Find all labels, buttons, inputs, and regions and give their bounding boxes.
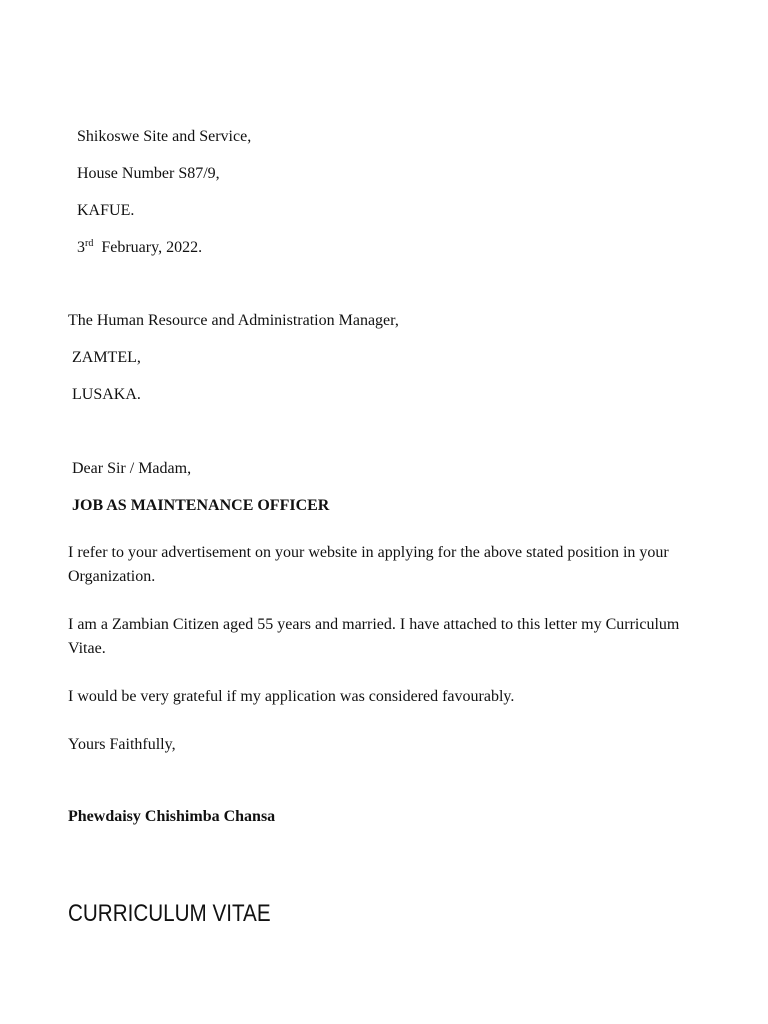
body-paragraph-2: I am a Zambian Citizen aged 55 years and married. I have attached to this letter my Curriculum Vitae.	[68, 616, 680, 657]
signature-name: Phewdaisy Chishimba Chansa	[68, 808, 276, 825]
recipient-city: LUSAKA.	[72, 386, 141, 403]
date-suffix: rd	[85, 238, 94, 249]
letter-date	[77, 238, 202, 258]
sender-address-line-3: KAFUE.	[77, 202, 135, 219]
recipient-title: The Human Resource and Administration Manager,	[68, 312, 399, 329]
sender-address-line-2: House Number S87/9,	[77, 165, 220, 182]
body-paragraph-1: I refer to your advertisement on your website in applying for the above stated position in your Organization.	[68, 544, 669, 585]
sender-address-line-1: Shikoswe Site and Service,	[77, 128, 252, 145]
body-paragraph-3: I would be very grateful if my application was considered favourably.	[68, 688, 515, 705]
subject-line: JOB AS MAINTENANCE OFFICER	[72, 497, 330, 514]
date-day: 3	[77, 239, 85, 256]
closing: Yours Faithfully,	[68, 736, 176, 753]
date-rest: February, 2022.	[101, 239, 203, 256]
recipient-company: ZAMTEL,	[72, 349, 141, 366]
salutation: Dear Sir / Madam,	[72, 460, 192, 477]
cv-heading: CURRICULUM VITAE	[68, 900, 271, 927]
